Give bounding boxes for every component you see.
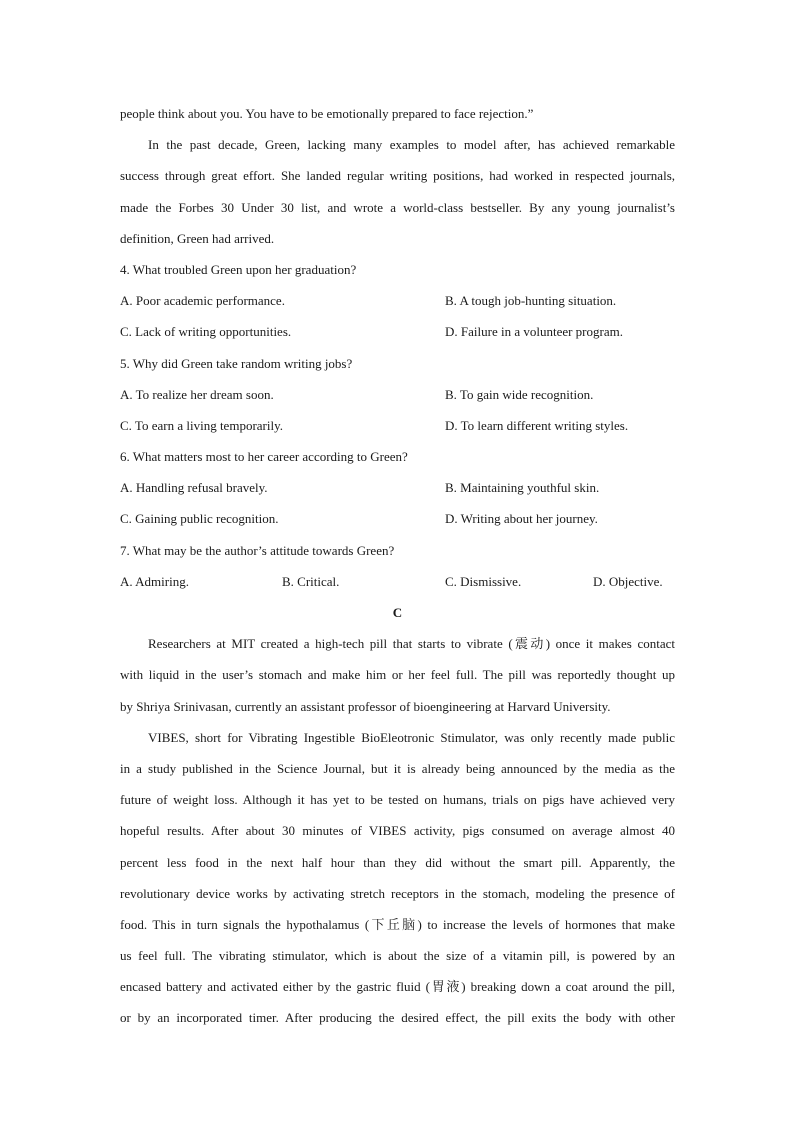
question-stem: 6. What matters most to her career according to Green? xyxy=(120,449,408,465)
paragraph-line: with liquid in the user’s stomach and make him or her feel full. The pill was reportedly thought up xyxy=(120,667,675,683)
option-d: D. Objective. xyxy=(593,573,663,589)
question-stem: 7. What may be the author’s attitude towards Green? xyxy=(120,542,395,558)
paragraph-line: us feel full. The vibrating stimulator, which is about the size of a vitamin pill, is powered by an xyxy=(120,948,675,964)
paragraph-vibes xyxy=(120,722,675,1034)
paragraph-line: in a study published in the Science Journal, but it is already being announced by the media as the xyxy=(120,760,675,776)
option-row xyxy=(120,316,675,347)
question-stem: 5. Why did Green take random writing jobs? xyxy=(120,355,353,371)
option-c: C. To earn a living temporarily. xyxy=(120,417,283,433)
paragraph-line: success through great effort. She landed regular writing positions, had worked in respected journals, xyxy=(120,168,675,184)
question-4 xyxy=(120,254,675,348)
paragraph-line: definition, Green had arrived. xyxy=(120,230,275,246)
option-c: C. Lack of writing opportunities. xyxy=(120,324,292,340)
question-6 xyxy=(120,441,675,535)
paragraph-mit xyxy=(120,628,675,722)
option-a: A. Poor academic performance. xyxy=(120,293,285,309)
option-d: D. Failure in a volunteer program. xyxy=(445,324,623,340)
question-stem: 4. What troubled Green upon her graduation? xyxy=(120,261,357,277)
option-d: D. Writing about her journey. xyxy=(445,511,598,527)
option-c: C. Gaining public recognition. xyxy=(120,511,279,527)
option-d: D. To learn different writing styles. xyxy=(445,417,629,433)
paragraph-line: food. This in turn signals the hypothalamus (下丘脑) to increase the levels of hormones that make xyxy=(120,916,675,932)
paragraph-line: or by an incorporated timer. After producing the desired effect, the pill exits the body with other xyxy=(120,1010,675,1026)
paragraph-line: VIBES, short for Vibrating Ingestible BioEleotronic Stimulator, was only recently made public xyxy=(148,729,675,745)
option-b: B. A tough job-hunting situation. xyxy=(445,293,617,309)
option-c: C. Dismissive. xyxy=(445,573,522,589)
paragraph-line: revolutionary device works by activating stretch receptors in the stomach, modeling the presence of xyxy=(120,885,675,901)
section-heading: C xyxy=(392,605,403,620)
question-5 xyxy=(120,348,675,442)
intro-tail-line: people think about you. You have to be emotionally prepared to face rejection.” xyxy=(120,106,534,121)
paragraph-line: future of weight loss. Although it has yet to be tested on humans, trials on pigs have achieved very xyxy=(120,792,675,808)
paragraph-line: In the past decade, Green, lacking many examples to model after, has achieved remarkable xyxy=(148,137,675,153)
option-a: A. Admiring. xyxy=(120,573,189,589)
paragraph-green xyxy=(120,129,675,254)
paragraph-line: Researchers at MIT created a high-tech pill that starts to vibrate (震动) once it makes contact xyxy=(148,636,675,652)
paragraph-line: hopeful results. After about 30 minutes of VIBES activity, pigs consumed on average almost 40 xyxy=(120,823,675,839)
option-row xyxy=(120,503,675,534)
paragraph-line: by Shriya Srinivasan, currently an assistant professor of bioengineering at Harvard University. xyxy=(120,698,611,714)
document-page xyxy=(120,98,675,1034)
option-row xyxy=(120,472,675,503)
question-7 xyxy=(120,535,675,597)
option-b: B. Maintaining youthful skin. xyxy=(445,480,600,496)
option-row xyxy=(120,566,675,597)
paragraph-line: made the Forbes 30 Under 30 list, and wrote a world-class bestseller. By any young journalist’s xyxy=(120,199,675,215)
option-row xyxy=(120,379,675,410)
option-row xyxy=(120,410,675,441)
option-b: B. To gain wide recognition. xyxy=(445,386,594,402)
option-a: A. Handling refusal bravely. xyxy=(120,480,268,496)
paragraph-line: encased battery and activated either by the gastric fluid (胃液) breaking down a coat around the pill, xyxy=(120,979,675,995)
option-a: A. To realize her dream soon. xyxy=(120,386,274,402)
option-row xyxy=(120,285,675,316)
paragraph-line: percent less food in the next half hour than they did without the smart pill. Apparently, the xyxy=(120,854,675,870)
option-b: B. Critical. xyxy=(282,573,340,589)
